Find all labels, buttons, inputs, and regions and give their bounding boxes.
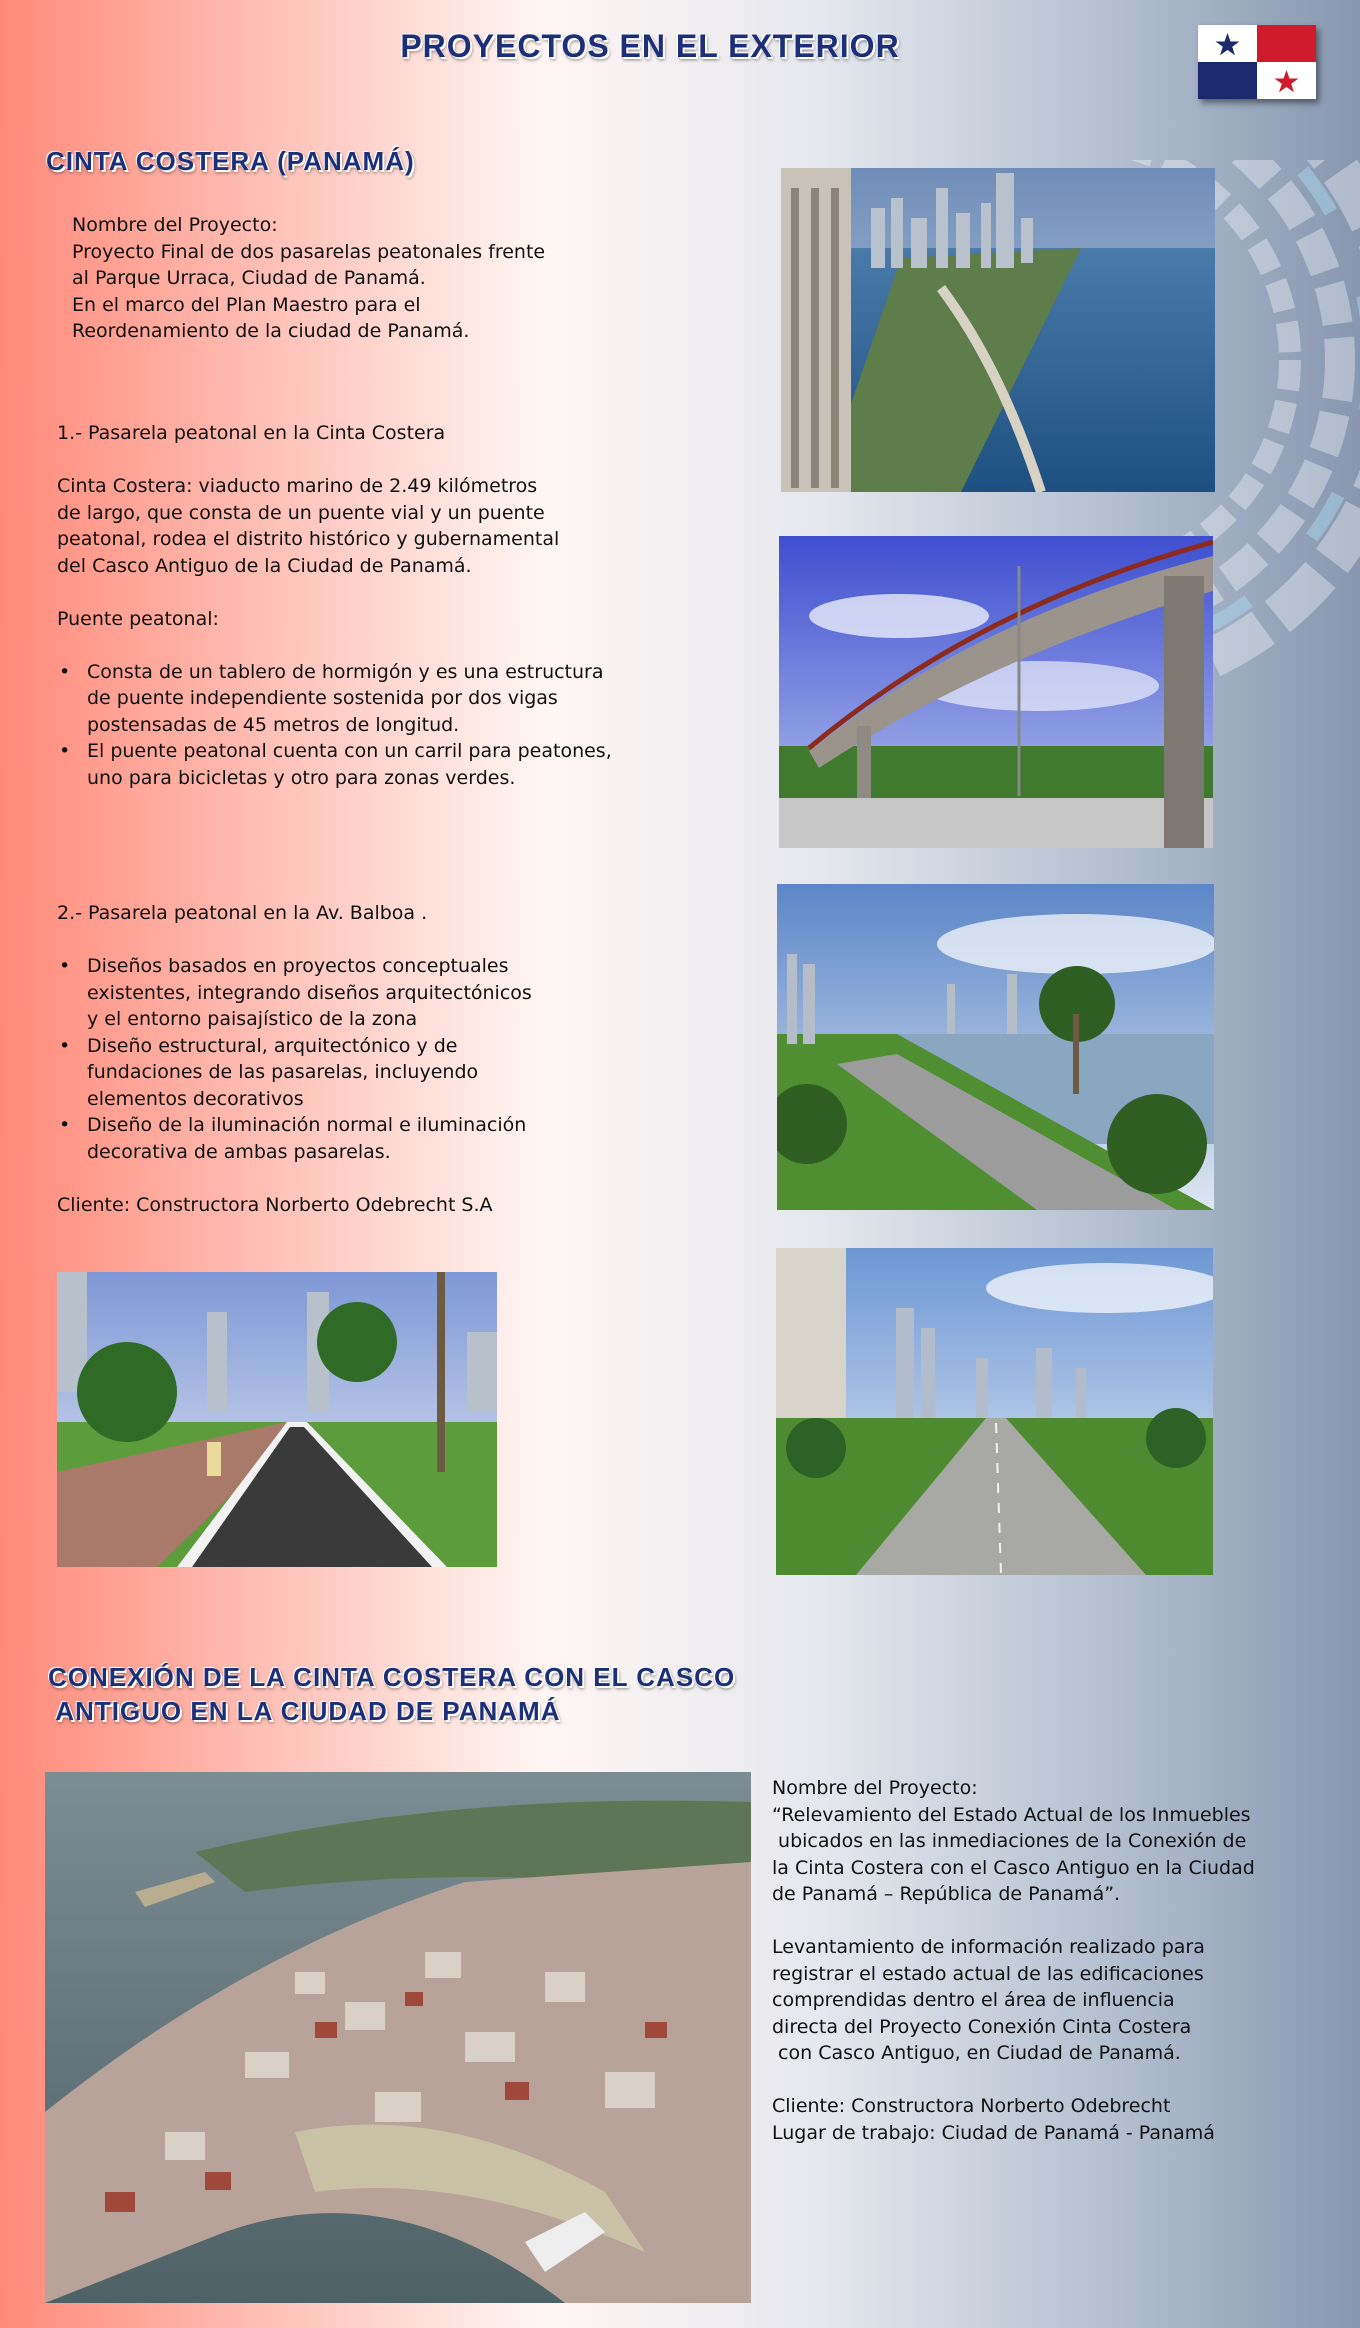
part1-desc-line: de largo, que consta de un puente vial y un puente: [57, 501, 545, 524]
balboa-promenade-photo: [777, 884, 1214, 1210]
project2-details: [772, 1775, 1255, 2146]
list-item: • Consta de un tablero de hormigón y es una estructura de puente independiente sostenida por dos vigas postensadas de 45 metros de longitud.: [57, 659, 622, 739]
part1-desc-line: del Casco Antiguo de la Ciudad de Panamá.: [57, 554, 472, 577]
name-line: “Relevamiento del Estado Actual de los Inmuebles: [772, 1803, 1251, 1826]
list-item: • Diseño de la iluminación normal e iluminación decorativa de ambas pasarelas.: [57, 1112, 549, 1165]
desc-line: Levantamiento de información realizado para: [772, 1936, 1205, 1958]
part2-heading: 2.- Pasarela peatonal en la Av. Balboa .: [57, 902, 428, 924]
project-intro: [72, 212, 545, 345]
intro-line: al Parque Urraca, Ciudad de Panamá.: [72, 267, 426, 289]
client-line: Cliente: Constructora Norberto Odebrecht: [772, 2095, 1171, 2117]
section-title-conexion: [48, 1660, 735, 1728]
part2-block: [57, 900, 577, 1218]
desc-line: con Casco Antiguo, en Ciudad de Panamá.: [772, 2042, 1181, 2064]
section-title-line: ANTIGUO EN LA CIUDAD DE PANAMÁ: [48, 1696, 561, 1726]
name-line: Nombre del Proyecto:: [772, 1777, 978, 1799]
desc-line: directa del Proyecto Conexión Cinta Costera: [772, 2015, 1192, 2038]
part1-subheading: Puente peatonal:: [57, 607, 219, 630]
intro-line: Nombre del Proyecto:: [72, 214, 278, 236]
page-title: PROYECTOS EN EL EXTERIOR: [400, 28, 900, 64]
part1-heading: 1.- Pasarela peatonal en la Cinta Costera: [57, 422, 446, 444]
desc-line: comprendidas dentro el área de influencia: [772, 1989, 1175, 2011]
avenue-skyline-photo: [776, 1248, 1213, 1575]
section-title-cinta-costera: CINTA COSTERA (PANAMÁ): [46, 146, 415, 176]
part1-desc-line: Cinta Costera: viaducto marino de 2.49 kilómetros: [57, 475, 538, 497]
name-line: ubicados en las inmediaciones de la Conexión de: [772, 1830, 1247, 1852]
panama-bay-skyline-photo: [781, 168, 1215, 492]
name-line: la Cinta Costera con el Casco Antiguo en la Ciudad: [772, 1856, 1255, 1879]
intro-line: Reordenamiento de la ciudad de Panamá.: [72, 320, 470, 342]
intro-line: Proyecto Final de dos pasarelas peatonales frente: [72, 240, 546, 263]
part1-desc-line: peatonal, rodea el distrito histórico y gubernamental: [57, 528, 560, 550]
location-line: Lugar de trabajo: Ciudad de Panamá - Panamá: [772, 2121, 1215, 2144]
part1-block: [57, 420, 617, 791]
part1-bullet-list: [57, 659, 617, 792]
walkway-palms-photo: [57, 1272, 497, 1567]
part2-client: Cliente: Constructora Norberto Odebrecht S.A: [57, 1193, 493, 1216]
list-item: • El puente peatonal cuenta con un carril para peatones, uno para bicicletas y otro para zonas verdes.: [57, 738, 647, 791]
panama-flag-icon: [1198, 25, 1316, 99]
list-item: • Diseño estructural, arquitectónico y de fundaciones de las pasarelas, incluyendo elementos decorativos: [57, 1033, 527, 1113]
list-item: • Diseños basados en proyectos conceptuales existentes, integrando diseños arquitectónicos y el entorno paisajístico de la zona: [57, 953, 549, 1033]
casco-antiguo-aerial-photo: [45, 1772, 751, 2303]
section-title-line: CONEXIÓN DE LA CINTA COSTERA CON EL CASCO: [48, 1662, 736, 1692]
pedestrian-bridge-photo: [779, 536, 1213, 848]
part2-bullet-list: [57, 953, 577, 1165]
intro-line: En el marco del Plan Maestro para el: [72, 293, 421, 316]
desc-line: registrar el estado actual de las edificaciones: [772, 1962, 1204, 1985]
name-line: de Panamá – República de Panamá”.: [772, 1883, 1121, 1905]
